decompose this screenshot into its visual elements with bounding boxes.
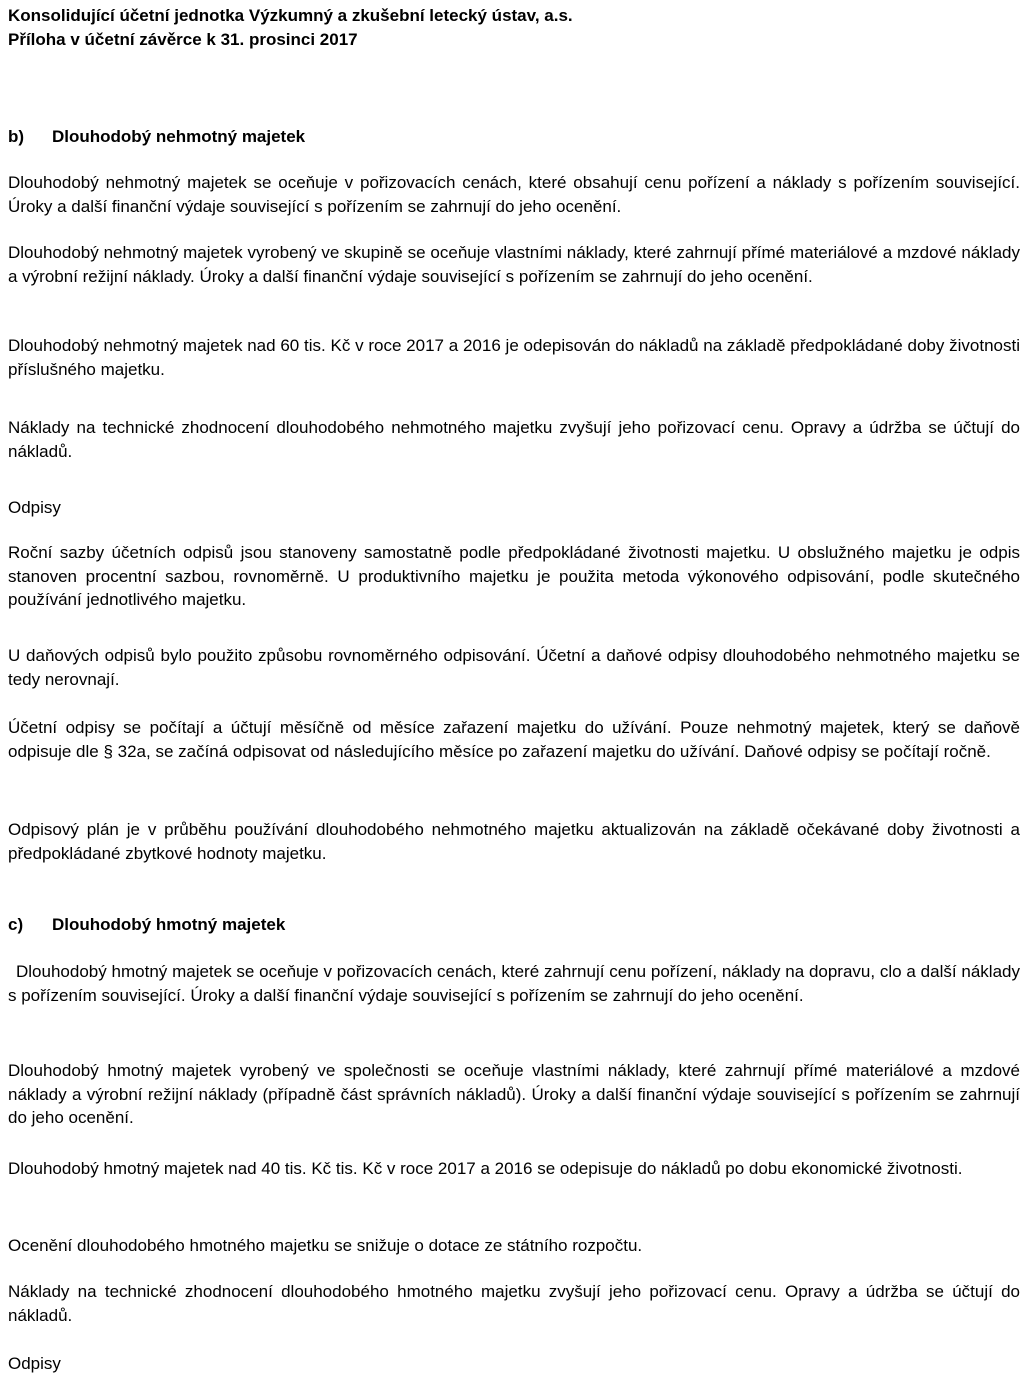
section-b-odpisy-paragraph-2: U daňových odpisů bylo použito způsobu rovnoměrného odpisování. Účetní a daňové odpisy dlouhodobého nehmotného majetku se tedy nerovnají.	[8, 646, 1020, 689]
section-c-paragraph-5: Náklady na technické zhodnocení dlouhodobého hmotného majetku zvyšují jeho pořizovací cenu. Opravy a údržba se účtují do nákladů.	[8, 1282, 1020, 1325]
section-b-paragraph-4: Náklady na technické zhodnocení dlouhodobého nehmotného majetku zvyšují jeho pořizovací cenu. Opravy a údržba se účtují do nákladů.	[8, 418, 1020, 461]
document-header	[8, 4, 1008, 52]
section-b-odpisy-label: Odpisy	[8, 498, 61, 517]
section-b-paragraph-2: Dlouhodobý nehmotný majetek vyrobený ve skupině se oceňuje vlastními náklady, které zahrnují přímé materiálové a mzdové náklady a výrobní režijní náklady. Úroky a další finanční výdaje související s pořízením se zahrnují do jeho ocenění.	[8, 243, 1020, 286]
section-c-paragraph-1: Dlouhodobý hmotný majetek se oceňuje v pořizovacích cenách, které zahrnují cenu pořízení, náklady na dopravu, clo a další náklady s pořízením související. Úroky a další finanční výdaje související s pořízením se zahrnují do jeho ocenění.	[8, 962, 1020, 1005]
section-c-paragraph-4: Ocenění dlouhodobého hmotného majetku se snižuje o dotace ze státního rozpočtu.	[8, 1236, 643, 1255]
section-b-title: Dlouhodobý nehmotný majetek	[52, 127, 306, 146]
section-b-paragraph-1: Dlouhodobý nehmotný majetek se oceňuje v pořizovacích cenách, které obsahují cenu pořízení a náklady s pořízením související. Úroky a další finanční výdaje související s pořízením se zahrnují do jeho ocenění.	[8, 173, 1020, 216]
section-c-heading	[8, 913, 285, 937]
section-b-odpisy-paragraph-4: Odpisový plán je v průběhu používání dlouhodobého nehmotného majetku aktualizován na základě očekávané doby životnosti a předpokládané zbytkové hodnoty majetku.	[8, 820, 1020, 863]
section-c-paragraph-2: Dlouhodobý hmotný majetek vyrobený ve společnosti se oceňuje vlastními náklady, které zahrnují přímé materiálové a mzdové náklady a výrobní režijní náklady (případně část správních nákladů). Úroky a další finanční výdaje související s pořízením se zahrnují do jeho ocenění.	[8, 1061, 1020, 1127]
section-c-title: Dlouhodobý hmotný majetek	[52, 915, 286, 934]
section-b-odpisy-paragraph-3: Účetní odpisy se počítají a účtují měsíčně od měsíce zařazení majetku do užívání. Pouze nehmotný majetek, který se daňově odpisuje dle § 32a, se začíná odpisovat od následujícího měsíce po zařazení majetku do užívání. Daňové odpisy se počítají ročně.	[8, 718, 1020, 761]
section-b-odpisy-paragraph-1: Roční sazby účetních odpisů jsou stanoveny samostatně podle předpokládané životnosti majetku. U obslužného majetku je odpis stanoven procentní sazbou, rovnoměrně. U produktivního majetku je použita metoda výkonového odpisování, podle skutečného používání jednotlivého majetku.	[8, 543, 1020, 609]
header-entity-title: Konsolidující účetní jednotka Výzkumný a zkušební letecký ústav, a.s.	[8, 6, 573, 25]
section-c-letter: c)	[8, 915, 24, 934]
section-c-paragraph-3: Dlouhodobý hmotný majetek nad 40 tis. Kč tis. Kč v roce 2017 a 2016 se odepisuje do nákladů po dobu ekonomické životnosti.	[8, 1159, 963, 1178]
section-b-heading	[8, 125, 305, 149]
header-subtitle: Příloha v účetní závěrce k 31. prosinci 2017	[8, 30, 358, 49]
section-b-paragraph-3: Dlouhodobý nehmotný majetek nad 60 tis. Kč v roce 2017 a 2016 je odepisován do nákladů na základě předpokládané doby životnosti příslušného majetku.	[8, 336, 1020, 379]
section-b-letter: b)	[8, 127, 25, 146]
section-c-odpisy-label: Odpisy	[8, 1354, 61, 1373]
